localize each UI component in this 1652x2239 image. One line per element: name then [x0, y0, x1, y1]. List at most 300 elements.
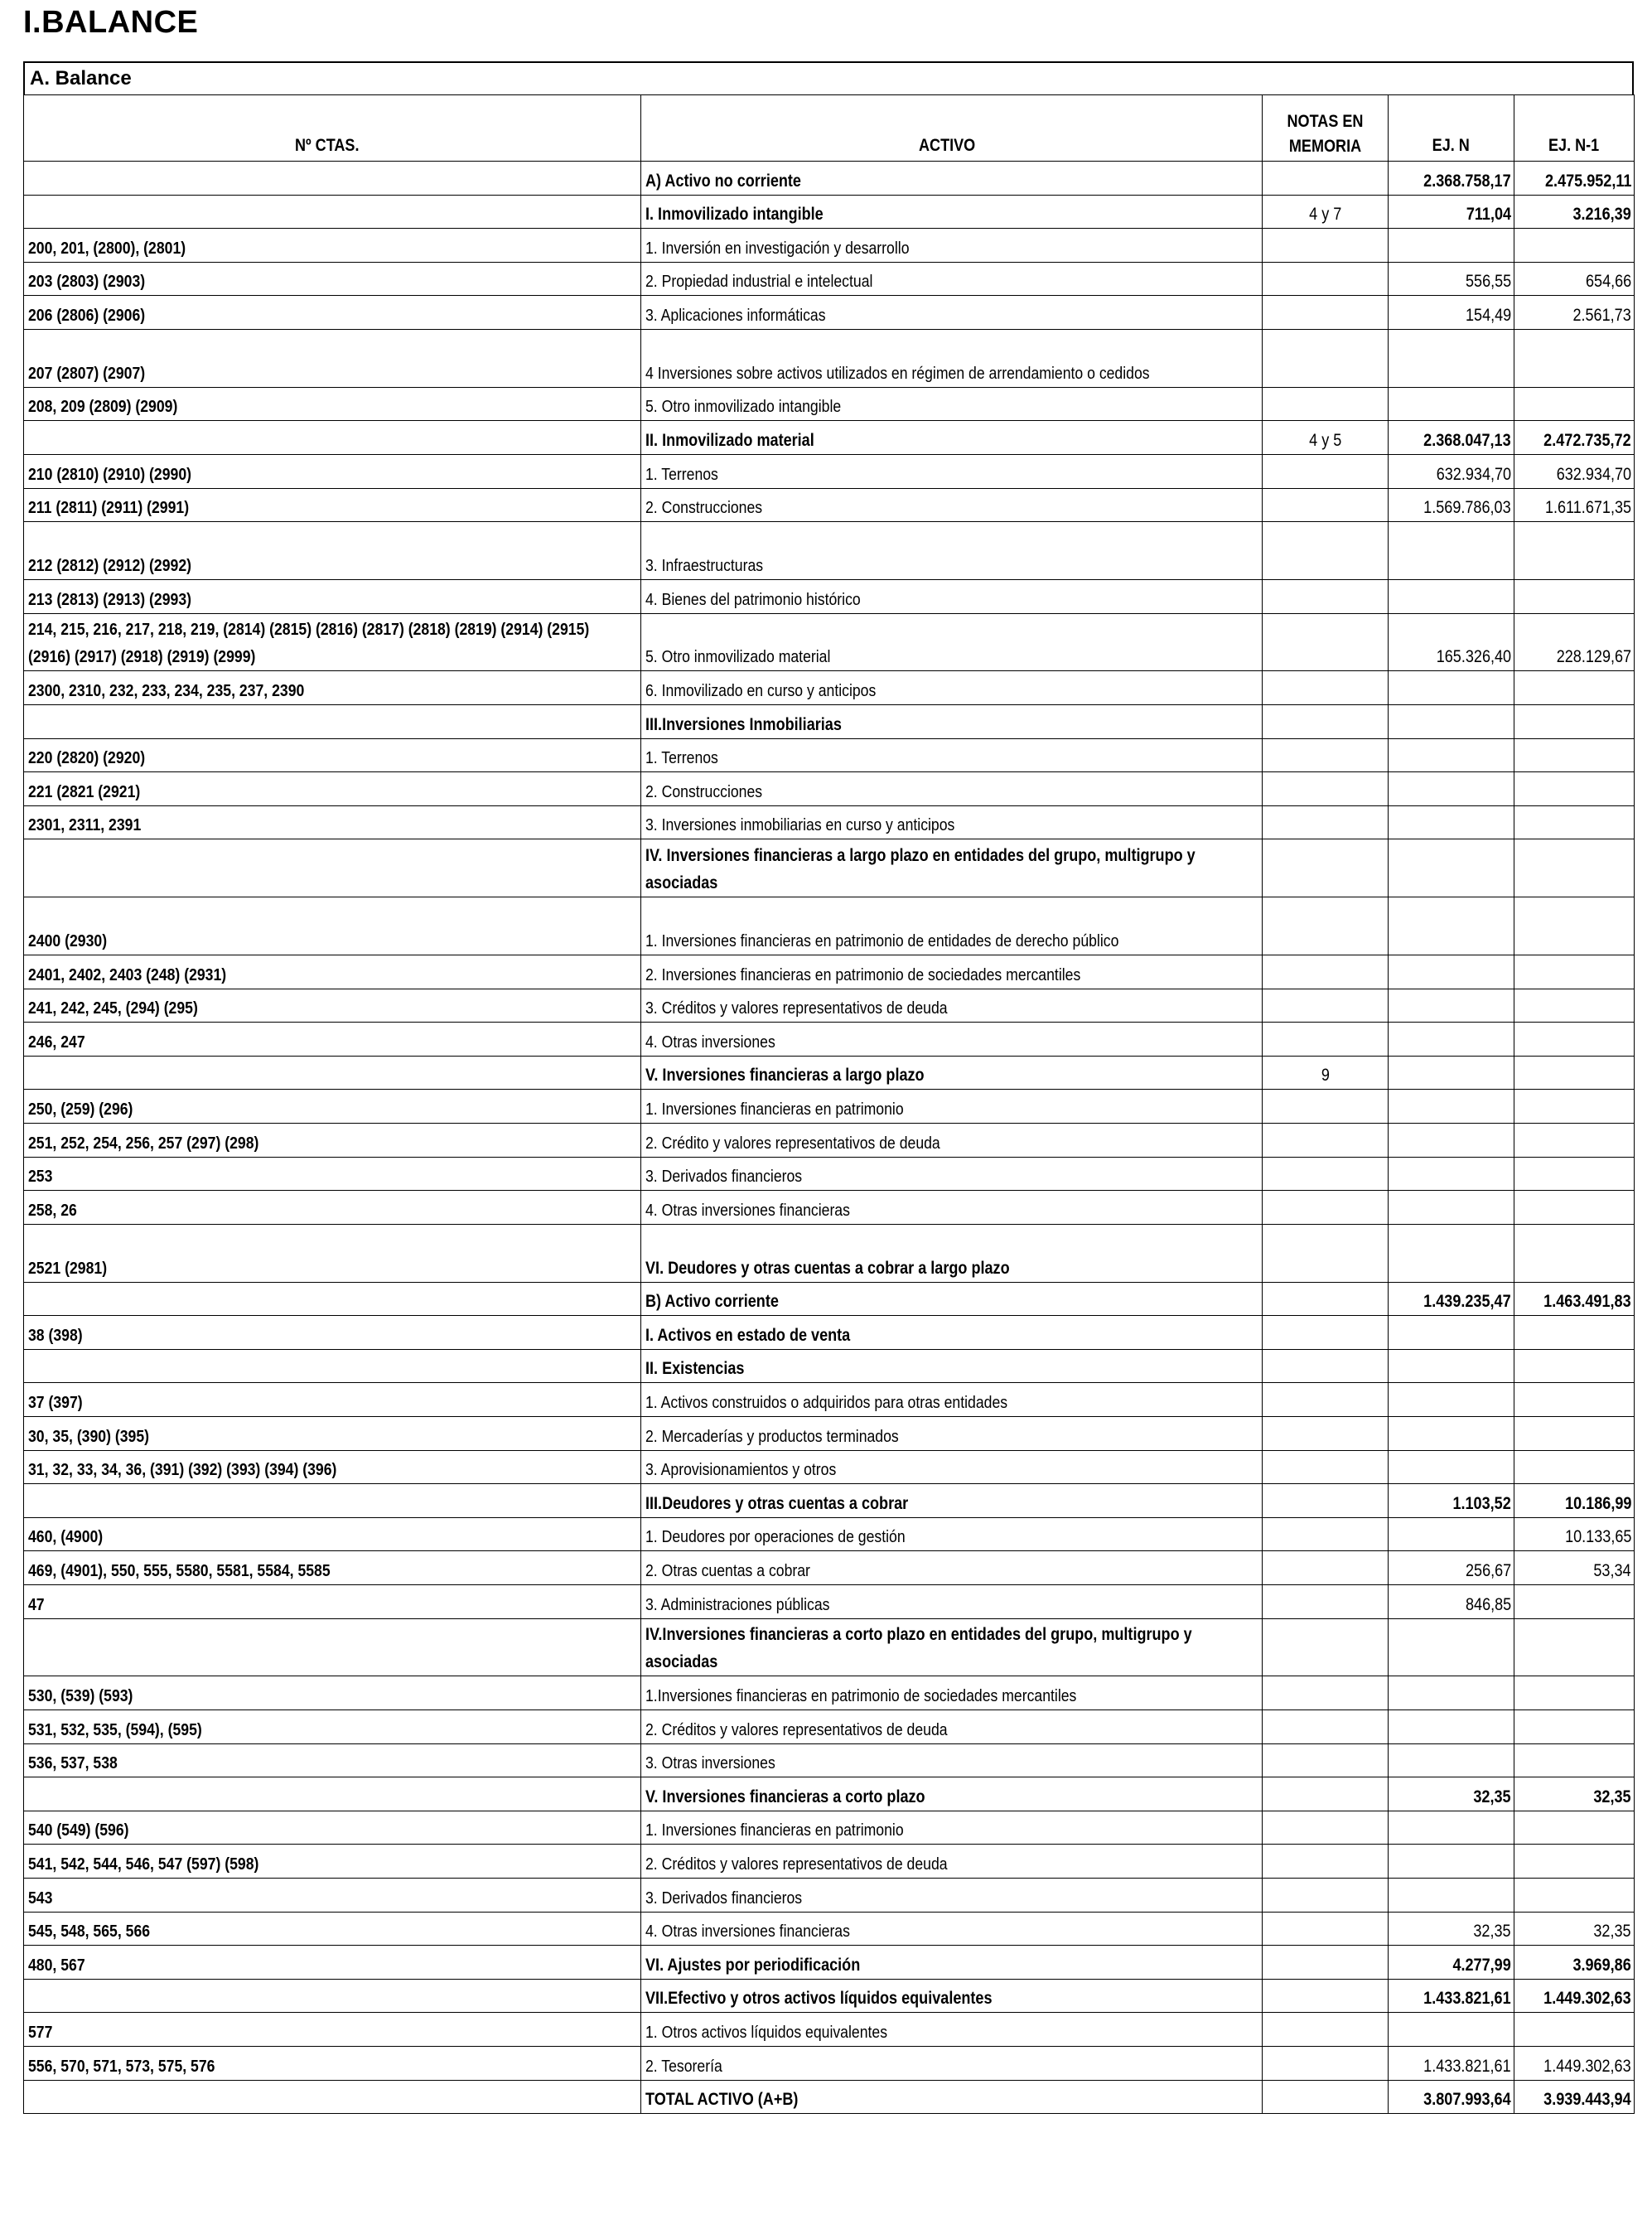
- account-codes-cell: [24, 1484, 641, 1518]
- amount-ej-n1-cell: 32,35: [1514, 1777, 1635, 1811]
- amount-ej-n1-cell: [1514, 580, 1635, 614]
- amount-ej-n1-cell: [1514, 839, 1635, 897]
- memory-note-cell: [1263, 1878, 1389, 1912]
- concept-label-cell: 4. Bienes del patrimonio histórico: [641, 580, 1263, 614]
- memory-note-cell: [1263, 705, 1389, 739]
- concept-label-cell: III.Inversiones Inmobiliarias: [641, 705, 1263, 739]
- memory-note-cell: [1263, 1282, 1389, 1316]
- account-codes-cell: [24, 1282, 641, 1316]
- table-row: [24, 1979, 1635, 2013]
- table-row: [24, 1124, 1635, 1158]
- amount-ej-n-cell: 1.569.786,03: [1389, 488, 1514, 522]
- table-row: [24, 1777, 1635, 1811]
- table-row: [24, 989, 1635, 1023]
- amount-ej-n1-cell: [1514, 1224, 1635, 1282]
- amount-ej-n1-cell: 32,35: [1514, 1912, 1635, 1946]
- account-codes-cell: 541, 542, 544, 546, 547 (597) (598): [24, 1845, 641, 1879]
- memory-note-cell: [1263, 989, 1389, 1023]
- memory-note-cell: [1263, 1157, 1389, 1191]
- memory-note-cell: [1263, 1584, 1389, 1618]
- concept-label-cell: 3. Otras inversiones: [641, 1743, 1263, 1777]
- account-codes-cell: [24, 1618, 641, 1676]
- account-codes-cell: [24, 162, 641, 196]
- amount-ej-n1-cell: [1514, 1584, 1635, 1618]
- memory-note-cell: [1263, 522, 1389, 580]
- amount-ej-n1-cell: [1514, 772, 1635, 806]
- amount-ej-n1-cell: [1514, 1316, 1635, 1350]
- amount-ej-n1-cell: 53,34: [1514, 1551, 1635, 1585]
- amount-ej-n1-cell: [1514, 1023, 1635, 1057]
- account-codes-cell: 210 (2810) (2910) (2990): [24, 454, 641, 488]
- memory-note-cell: [1263, 454, 1389, 488]
- memory-note-cell: [1263, 897, 1389, 955]
- table-row: [24, 1912, 1635, 1946]
- concept-label-cell: 3. Derivados financieros: [641, 1157, 1263, 1191]
- memory-note-cell: [1263, 1417, 1389, 1451]
- table-row: [24, 296, 1635, 330]
- amount-ej-n-cell: [1389, 2013, 1514, 2047]
- table-row: [24, 454, 1635, 488]
- amount-ej-n-cell: 154,49: [1389, 296, 1514, 330]
- amount-ej-n-cell: 1.439.235,47: [1389, 1282, 1514, 1316]
- memory-note-cell: [1263, 262, 1389, 296]
- account-codes-cell: 220 (2820) (2920): [24, 738, 641, 772]
- balance-sheet: [23, 61, 1634, 2114]
- amount-ej-n-cell: [1389, 522, 1514, 580]
- amount-ej-n1-cell: [1514, 1417, 1635, 1451]
- amount-ej-n-cell: [1389, 671, 1514, 705]
- concept-label-cell: 3. Aprovisionamientos y otros: [641, 1450, 1263, 1484]
- concept-label-cell: II. Existencias: [641, 1349, 1263, 1383]
- concept-label-cell: V. Inversiones financieras a largo plazo: [641, 1056, 1263, 1090]
- table-row: [24, 1282, 1635, 1316]
- memory-note-cell: [1263, 1224, 1389, 1282]
- table-row: [24, 1090, 1635, 1124]
- table-row: [24, 671, 1635, 705]
- amount-ej-n-cell: [1389, 1811, 1514, 1845]
- balance-table: [23, 94, 1635, 2114]
- section-title: A. Balance: [23, 61, 1634, 94]
- amount-ej-n1-cell: [1514, 1450, 1635, 1484]
- memory-note-cell: [1263, 2013, 1389, 2047]
- amount-ej-n-cell: 3.807.993,64: [1389, 2080, 1514, 2114]
- account-codes-cell: 47: [24, 1584, 641, 1618]
- table-row: [24, 738, 1635, 772]
- concept-label-cell: 1.Inversiones financieras en patrimonio de sociedades mercantiles: [641, 1676, 1263, 1710]
- concept-label-cell: 1. Inversiones financieras en patrimonio: [641, 1090, 1263, 1124]
- account-codes-cell: 207 (2807) (2907): [24, 329, 641, 387]
- concept-label-cell: 4. Otras inversiones: [641, 1023, 1263, 1057]
- account-codes-cell: [24, 839, 641, 897]
- table-row: [24, 229, 1635, 263]
- concept-label-cell: IV. Inversiones financieras a largo plazo en entidades del grupo, multigrupo y asociadas: [641, 839, 1263, 897]
- account-codes-cell: 2301, 2311, 2391: [24, 805, 641, 839]
- amount-ej-n-cell: [1389, 705, 1514, 739]
- concept-label-cell: 2. Inversiones financieras en patrimonio de sociedades mercantiles: [641, 955, 1263, 989]
- amount-ej-n1-cell: [1514, 705, 1635, 739]
- amount-ej-n1-cell: [1514, 1383, 1635, 1417]
- account-codes-cell: 211 (2811) (2911) (2991): [24, 488, 641, 522]
- account-codes-cell: 253: [24, 1157, 641, 1191]
- concept-label-cell: A) Activo no corriente: [641, 162, 1263, 196]
- table-row: [24, 488, 1635, 522]
- memory-note-cell: [1263, 1551, 1389, 1585]
- amount-ej-n-cell: [1389, 1618, 1514, 1676]
- concept-label-cell: 1. Terrenos: [641, 738, 1263, 772]
- concept-label-cell: 2. Otras cuentas a cobrar: [641, 1551, 1263, 1585]
- amount-ej-n-cell: [1389, 1349, 1514, 1383]
- table-row: [24, 1584, 1635, 1618]
- account-codes-cell: 246, 247: [24, 1023, 641, 1057]
- account-codes-cell: 530, (539) (593): [24, 1676, 641, 1710]
- amount-ej-n1-cell: [1514, 1743, 1635, 1777]
- memory-note-cell: [1263, 805, 1389, 839]
- amount-ej-n-cell: 32,35: [1389, 1777, 1514, 1811]
- table-row: [24, 1517, 1635, 1551]
- table-body: [24, 162, 1635, 2114]
- table-row: [24, 262, 1635, 296]
- account-codes-cell: [24, 195, 641, 229]
- account-codes-cell: 206 (2806) (2906): [24, 296, 641, 330]
- account-codes-cell: 2300, 2310, 232, 233, 234, 235, 237, 2390: [24, 671, 641, 705]
- memory-note-cell: [1263, 1484, 1389, 1518]
- table-row: [24, 613, 1635, 671]
- amount-ej-n-cell: 2.368.758,17: [1389, 162, 1514, 196]
- account-codes-cell: 203 (2803) (2903): [24, 262, 641, 296]
- table-row: [24, 805, 1635, 839]
- concept-label-cell: 4 Inversiones sobre activos utilizados en régimen de arrendamiento o cedidos: [641, 329, 1263, 387]
- table-row: [24, 1191, 1635, 1225]
- table-row: [24, 1383, 1635, 1417]
- memory-note-cell: [1263, 1383, 1389, 1417]
- concept-label-cell: III.Deudores y otras cuentas a cobrar: [641, 1484, 1263, 1518]
- memory-note-cell: 9: [1263, 1056, 1389, 1090]
- account-codes-cell: [24, 1979, 641, 2013]
- header-ej-n1: EJ. N-1: [1514, 95, 1635, 162]
- concept-label-cell: 1. Otros activos líquidos equivalentes: [641, 2013, 1263, 2047]
- amount-ej-n-cell: [1389, 1709, 1514, 1743]
- amount-ej-n1-cell: [1514, 671, 1635, 705]
- account-codes-cell: 30, 35, (390) (395): [24, 1417, 641, 1451]
- account-codes-cell: 2401, 2402, 2403 (248) (2931): [24, 955, 641, 989]
- concept-label-cell: 4. Otras inversiones financieras: [641, 1912, 1263, 1946]
- account-codes-cell: 200, 201, (2800), (2801): [24, 229, 641, 263]
- amount-ej-n-cell: [1389, 1124, 1514, 1158]
- amount-ej-n1-cell: 632.934,70: [1514, 454, 1635, 488]
- amount-ej-n-cell: [1389, 1157, 1514, 1191]
- amount-ej-n1-cell: [1514, 897, 1635, 955]
- table-row: [24, 421, 1635, 455]
- account-codes-cell: 208, 209 (2809) (2909): [24, 387, 641, 421]
- amount-ej-n1-cell: 228.129,67: [1514, 613, 1635, 671]
- account-codes-cell: 536, 537, 538: [24, 1743, 641, 1777]
- amount-ej-n1-cell: [1514, 329, 1635, 387]
- concept-label-cell: 3. Derivados financieros: [641, 1878, 1263, 1912]
- amount-ej-n-cell: [1389, 1517, 1514, 1551]
- memory-note-cell: 4 y 7: [1263, 195, 1389, 229]
- memory-note-cell: [1263, 229, 1389, 263]
- table-row: [24, 839, 1635, 897]
- account-codes-cell: 543: [24, 1878, 641, 1912]
- amount-ej-n1-cell: 2.475.952,11: [1514, 162, 1635, 196]
- memory-note-cell: 4 y 5: [1263, 421, 1389, 455]
- memory-note-cell: [1263, 1124, 1389, 1158]
- account-codes-cell: 212 (2812) (2912) (2992): [24, 522, 641, 580]
- table-row: [24, 1709, 1635, 1743]
- amount-ej-n-cell: 2.368.047,13: [1389, 421, 1514, 455]
- memory-note-cell: [1263, 1946, 1389, 1980]
- account-codes-cell: [24, 1777, 641, 1811]
- table-row: [24, 1618, 1635, 1676]
- amount-ej-n1-cell: [1514, 1157, 1635, 1191]
- concept-label-cell: 2. Tesorería: [641, 2046, 1263, 2080]
- memory-note-cell: [1263, 955, 1389, 989]
- account-codes-cell: [24, 1056, 641, 1090]
- amount-ej-n1-cell: 10.133,65: [1514, 1517, 1635, 1551]
- table-row: [24, 329, 1635, 387]
- concept-label-cell: I. Inmovilizado intangible: [641, 195, 1263, 229]
- memory-note-cell: [1263, 1349, 1389, 1383]
- account-codes-cell: 250, (259) (296): [24, 1090, 641, 1124]
- memory-note-cell: [1263, 1912, 1389, 1946]
- concept-label-cell: 3. Administraciones públicas: [641, 1584, 1263, 1618]
- amount-ej-n1-cell: 1.611.671,35: [1514, 488, 1635, 522]
- table-row: [24, 162, 1635, 196]
- amount-ej-n-cell: [1389, 1878, 1514, 1912]
- account-codes-cell: [24, 1349, 641, 1383]
- table-row: [24, 580, 1635, 614]
- concept-label-cell: VII.Efectivo y otros activos líquidos equivalentes: [641, 1979, 1263, 2013]
- amount-ej-n1-cell: 3.969,86: [1514, 1946, 1635, 1980]
- amount-ej-n1-cell: 3.939.443,94: [1514, 2080, 1635, 2114]
- amount-ej-n1-cell: [1514, 1676, 1635, 1710]
- table-row: [24, 1450, 1635, 1484]
- concept-label-cell: 3. Inversiones inmobiliarias en curso y anticipos: [641, 805, 1263, 839]
- amount-ej-n1-cell: [1514, 1845, 1635, 1879]
- memory-note-cell: [1263, 772, 1389, 806]
- amount-ej-n-cell: [1389, 1316, 1514, 1350]
- concept-label-cell: VI. Ajustes por periodificación: [641, 1946, 1263, 1980]
- account-codes-cell: 251, 252, 254, 256, 257 (297) (298): [24, 1124, 641, 1158]
- amount-ej-n-cell: [1389, 1417, 1514, 1451]
- amount-ej-n-cell: [1389, 955, 1514, 989]
- concept-label-cell: VI. Deudores y otras cuentas a cobrar a largo plazo: [641, 1224, 1263, 1282]
- amount-ej-n-cell: [1389, 1383, 1514, 1417]
- memory-note-cell: [1263, 1676, 1389, 1710]
- amount-ej-n1-cell: [1514, 1618, 1635, 1676]
- amount-ej-n-cell: 556,55: [1389, 262, 1514, 296]
- table-row: [24, 1878, 1635, 1912]
- header-activo: ACTIVO: [641, 95, 1263, 162]
- account-codes-cell: 460, (4900): [24, 1517, 641, 1551]
- table-row: [24, 1811, 1635, 1845]
- memory-note-cell: [1263, 1023, 1389, 1057]
- account-codes-cell: 258, 26: [24, 1191, 641, 1225]
- amount-ej-n1-cell: [1514, 1124, 1635, 1158]
- memory-note-cell: [1263, 162, 1389, 196]
- account-codes-cell: [24, 2080, 641, 2114]
- amount-ej-n1-cell: 10.186,99: [1514, 1484, 1635, 1518]
- memory-note-cell: [1263, 1191, 1389, 1225]
- account-codes-cell: 38 (398): [24, 1316, 641, 1350]
- table-row: [24, 705, 1635, 739]
- amount-ej-n1-cell: [1514, 229, 1635, 263]
- account-codes-cell: 37 (397): [24, 1383, 641, 1417]
- memory-note-cell: [1263, 1777, 1389, 1811]
- table-row: [24, 1316, 1635, 1350]
- header-cuentas: Nº CTAS.: [24, 95, 641, 162]
- concept-label-cell: 1. Activos construidos o adquiridos para otras entidades: [641, 1383, 1263, 1417]
- amount-ej-n1-cell: [1514, 1090, 1635, 1124]
- amount-ej-n-cell: 711,04: [1389, 195, 1514, 229]
- memory-note-cell: [1263, 2080, 1389, 2114]
- table-row: [24, 1224, 1635, 1282]
- memory-note-cell: [1263, 580, 1389, 614]
- concept-label-cell: 2. Crédito y valores representativos de deuda: [641, 1124, 1263, 1158]
- amount-ej-n-cell: 4.277,99: [1389, 1946, 1514, 1980]
- concept-label-cell: 2. Créditos y valores representativos de deuda: [641, 1709, 1263, 1743]
- amount-ej-n1-cell: 1.449.302,63: [1514, 2046, 1635, 2080]
- amount-ej-n-cell: [1389, 580, 1514, 614]
- table-header-row: [24, 95, 1635, 162]
- account-codes-cell: 469, (4901), 550, 555, 5580, 5581, 5584, 5585: [24, 1551, 641, 1585]
- table-row: [24, 1349, 1635, 1383]
- amount-ej-n-cell: [1389, 1450, 1514, 1484]
- account-codes-cell: 214, 215, 216, 217, 218, 219, (2814) (2815) (2816) (2817) (2818) (2819) (2914) (2915) (2916) (2917) (2918) (2919) (2999): [24, 613, 641, 671]
- account-codes-cell: 545, 548, 565, 566: [24, 1912, 641, 1946]
- amount-ej-n-cell: [1389, 1191, 1514, 1225]
- concept-label-cell: II. Inmovilizado material: [641, 421, 1263, 455]
- amount-ej-n1-cell: [1514, 522, 1635, 580]
- amount-ej-n1-cell: [1514, 738, 1635, 772]
- memory-note-cell: [1263, 2046, 1389, 2080]
- amount-ej-n1-cell: 1.449.302,63: [1514, 1979, 1635, 2013]
- table-row: [24, 387, 1635, 421]
- concept-label-cell: 4. Otras inversiones financieras: [641, 1191, 1263, 1225]
- table-row: [24, 955, 1635, 989]
- account-codes-cell: [24, 421, 641, 455]
- table-row: [24, 522, 1635, 580]
- amount-ej-n1-cell: [1514, 805, 1635, 839]
- amount-ej-n-cell: 256,67: [1389, 1551, 1514, 1585]
- amount-ej-n1-cell: [1514, 989, 1635, 1023]
- amount-ej-n-cell: [1389, 1090, 1514, 1124]
- amount-ej-n-cell: [1389, 738, 1514, 772]
- table-row: [24, 195, 1635, 229]
- amount-ej-n-cell: 1.433.821,61: [1389, 2046, 1514, 2080]
- table-row: [24, 1023, 1635, 1057]
- table-row: [24, 897, 1635, 955]
- amount-ej-n-cell: 165.326,40: [1389, 613, 1514, 671]
- amount-ej-n-cell: [1389, 1676, 1514, 1710]
- concept-label-cell: 3. Infraestructuras: [641, 522, 1263, 580]
- concept-label-cell: 2. Mercaderías y productos terminados: [641, 1417, 1263, 1451]
- amount-ej-n1-cell: [1514, 1349, 1635, 1383]
- account-codes-cell: 213 (2813) (2913) (2993): [24, 580, 641, 614]
- concept-label-cell: 5. Otro inmovilizado material: [641, 613, 1263, 671]
- table-row: [24, 2080, 1635, 2114]
- concept-label-cell: 1. Inversiones financieras en patrimonio de entidades de derecho público: [641, 897, 1263, 955]
- amount-ej-n-cell: [1389, 1056, 1514, 1090]
- amount-ej-n1-cell: [1514, 1191, 1635, 1225]
- amount-ej-n1-cell: [1514, 955, 1635, 989]
- amount-ej-n-cell: [1389, 897, 1514, 955]
- concept-label-cell: 2. Construcciones: [641, 772, 1263, 806]
- account-codes-cell: 480, 567: [24, 1946, 641, 1980]
- amount-ej-n1-cell: 2.472.735,72: [1514, 421, 1635, 455]
- memory-note-cell: [1263, 1709, 1389, 1743]
- memory-note-cell: [1263, 1743, 1389, 1777]
- memory-note-cell: [1263, 671, 1389, 705]
- amount-ej-n-cell: [1389, 839, 1514, 897]
- amount-ej-n-cell: [1389, 989, 1514, 1023]
- amount-ej-n1-cell: [1514, 2013, 1635, 2047]
- account-codes-cell: 556, 570, 571, 573, 575, 576: [24, 2046, 641, 2080]
- memory-note-cell: [1263, 738, 1389, 772]
- concept-label-cell: 3. Créditos y valores representativos de deuda: [641, 989, 1263, 1023]
- concept-label-cell: 2. Propiedad industrial e intelectual: [641, 262, 1263, 296]
- memory-note-cell: [1263, 1845, 1389, 1879]
- header-ej-n: EJ. N: [1389, 95, 1514, 162]
- table-row: [24, 772, 1635, 806]
- concept-label-cell: 1. Inversión en investigación y desarrollo: [641, 229, 1263, 263]
- amount-ej-n-cell: [1389, 387, 1514, 421]
- amount-ej-n1-cell: 654,66: [1514, 262, 1635, 296]
- amount-ej-n1-cell: 1.463.491,83: [1514, 1282, 1635, 1316]
- amount-ej-n-cell: 632.934,70: [1389, 454, 1514, 488]
- account-codes-cell: 540 (549) (596): [24, 1811, 641, 1845]
- amount-ej-n-cell: [1389, 1224, 1514, 1282]
- memory-note-cell: [1263, 296, 1389, 330]
- amount-ej-n-cell: 1.433.821,61: [1389, 1979, 1514, 2013]
- table-row: [24, 1056, 1635, 1090]
- account-codes-cell: 577: [24, 2013, 641, 2047]
- memory-note-cell: [1263, 1811, 1389, 1845]
- memory-note-cell: [1263, 1090, 1389, 1124]
- amount-ej-n1-cell: 3.216,39: [1514, 195, 1635, 229]
- memory-note-cell: [1263, 1517, 1389, 1551]
- amount-ej-n-cell: [1389, 329, 1514, 387]
- table-row: [24, 1676, 1635, 1710]
- table-row: [24, 1845, 1635, 1879]
- memory-note-cell: [1263, 1450, 1389, 1484]
- amount-ej-n-cell: [1389, 1845, 1514, 1879]
- concept-label-cell: V. Inversiones financieras a corto plazo: [641, 1777, 1263, 1811]
- memory-note-cell: [1263, 839, 1389, 897]
- concept-label-cell: 2. Créditos y valores representativos de deuda: [641, 1845, 1263, 1879]
- memory-note-cell: [1263, 1979, 1389, 2013]
- concept-label-cell: 3. Aplicaciones informáticas: [641, 296, 1263, 330]
- account-codes-cell: 531, 532, 535, (594), (595): [24, 1709, 641, 1743]
- amount-ej-n-cell: 32,35: [1389, 1912, 1514, 1946]
- table-row: [24, 1484, 1635, 1518]
- amount-ej-n1-cell: [1514, 1709, 1635, 1743]
- memory-note-cell: [1263, 488, 1389, 522]
- table-row: [24, 1946, 1635, 1980]
- amount-ej-n-cell: [1389, 805, 1514, 839]
- amount-ej-n-cell: 1.103,52: [1389, 1484, 1514, 1518]
- memory-note-cell: [1263, 613, 1389, 671]
- account-codes-cell: 2400 (2930): [24, 897, 641, 955]
- concept-label-cell: 6. Inmovilizado en curso y anticipos: [641, 671, 1263, 705]
- concept-label-cell: B) Activo corriente: [641, 1282, 1263, 1316]
- memory-note-cell: [1263, 1316, 1389, 1350]
- amount-ej-n1-cell: 2.561,73: [1514, 296, 1635, 330]
- table-row: [24, 1743, 1635, 1777]
- concept-label-cell: I. Activos en estado de venta: [641, 1316, 1263, 1350]
- amount-ej-n-cell: [1389, 1743, 1514, 1777]
- table-row: [24, 1417, 1635, 1451]
